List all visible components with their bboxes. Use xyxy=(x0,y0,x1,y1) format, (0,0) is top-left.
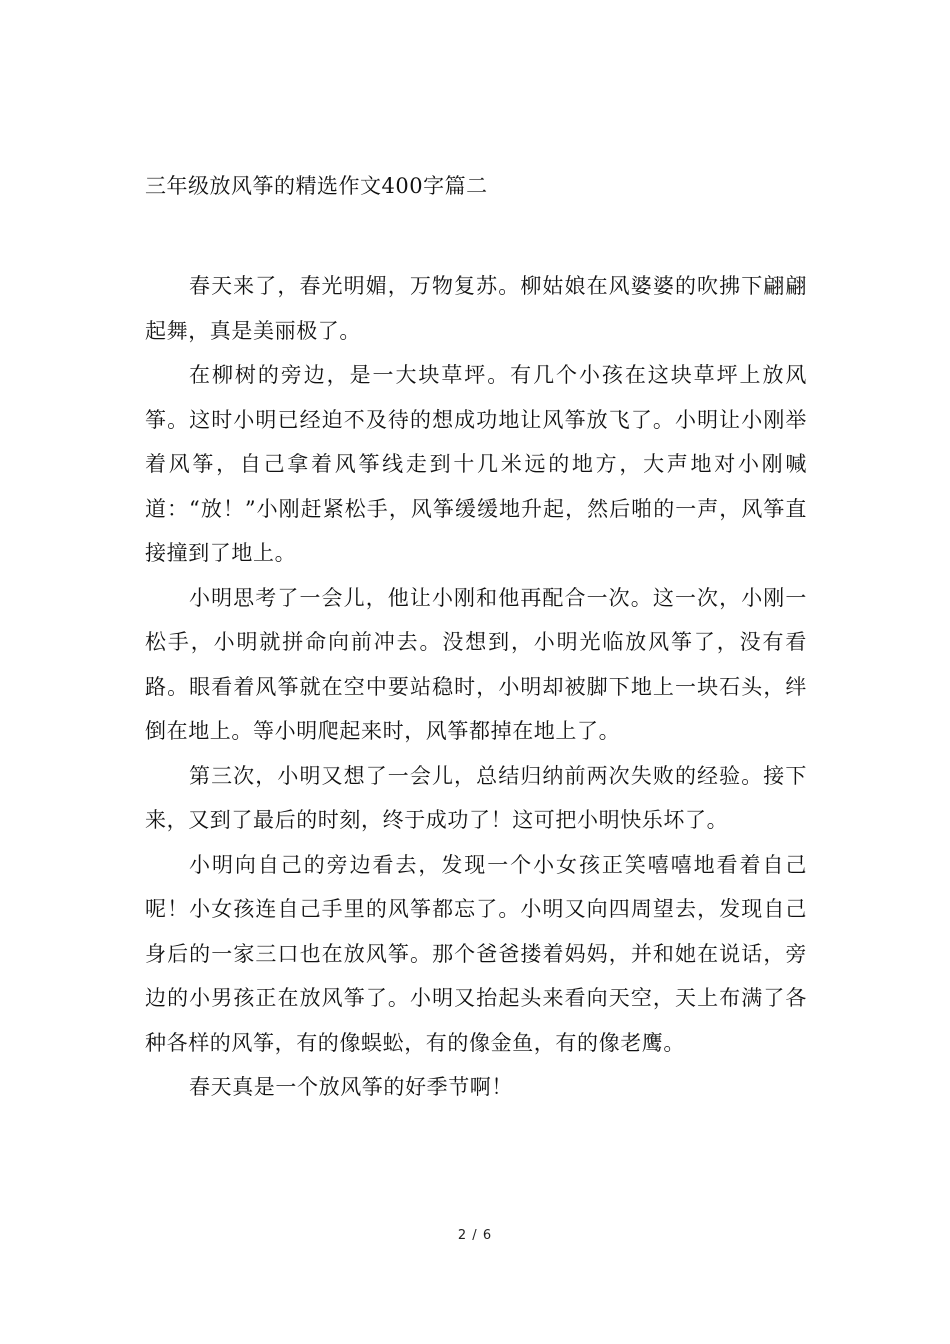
essay-body xyxy=(145,264,807,1110)
page-number: 2 / 6 xyxy=(457,1228,493,1243)
essay-title: 三年级放风筝的精选作文400字篇二 xyxy=(145,174,488,198)
paragraph-2: 在柳树的旁边，是一大块草坪。有几个小孩在这块草坪上放风筝。这时小明已经迫不及待的想成功地让风筝放飞了。小明让小刚举着风筝，自己拿着风筝线走到十几米远的地方，大声地对小刚喊道：“放！”小刚赶紧松手，风筝缓缓地升起，然后啪的一声，风筝直接撞到了地上。 xyxy=(145,363,807,565)
paragraph-4: 第三次，小明又想了一会儿，总结归纳前两次失败的经验。接下来，又到了最后的时刻，终于成功了！这可把小明快乐坏了。 xyxy=(145,763,807,832)
paragraph-5: 小明向自己的旁边看去，发现一个小女孩正笑嘻嘻地看着自己呢！小女孩连自己手里的风筝都忘了。小明又向四周望去，发现自己身后的一家三口也在放风筝。那个爸爸搂着妈妈，并和她在说话，旁边的小男孩正在放风筝了。小明又抬起头来看向天空，天上布满了各种各样的风筝，有的像蜈蚣，有的像金鱼，有的像老鹰。 xyxy=(145,852,807,1055)
paragraph-1: 春天来了，春光明媚，万物复苏。柳姑娘在风婆婆的吹拂下翩翩起舞，真是美丽极了。 xyxy=(145,274,807,343)
paragraph-3: 小明思考了一会儿，他让小刚和他再配合一次。这一次，小刚一松手，小明就拼命向前冲去。没想到，小明光临放风筝了，没有看路。眼看着风筝就在空中要站稳时，小明却被脚下地上一块石头，绊倒在地上。等小明爬起来时，风筝都掉在地上了。 xyxy=(145,585,807,743)
paragraph-6: 春天真是一个放风筝的好季节啊！ xyxy=(189,1075,513,1099)
